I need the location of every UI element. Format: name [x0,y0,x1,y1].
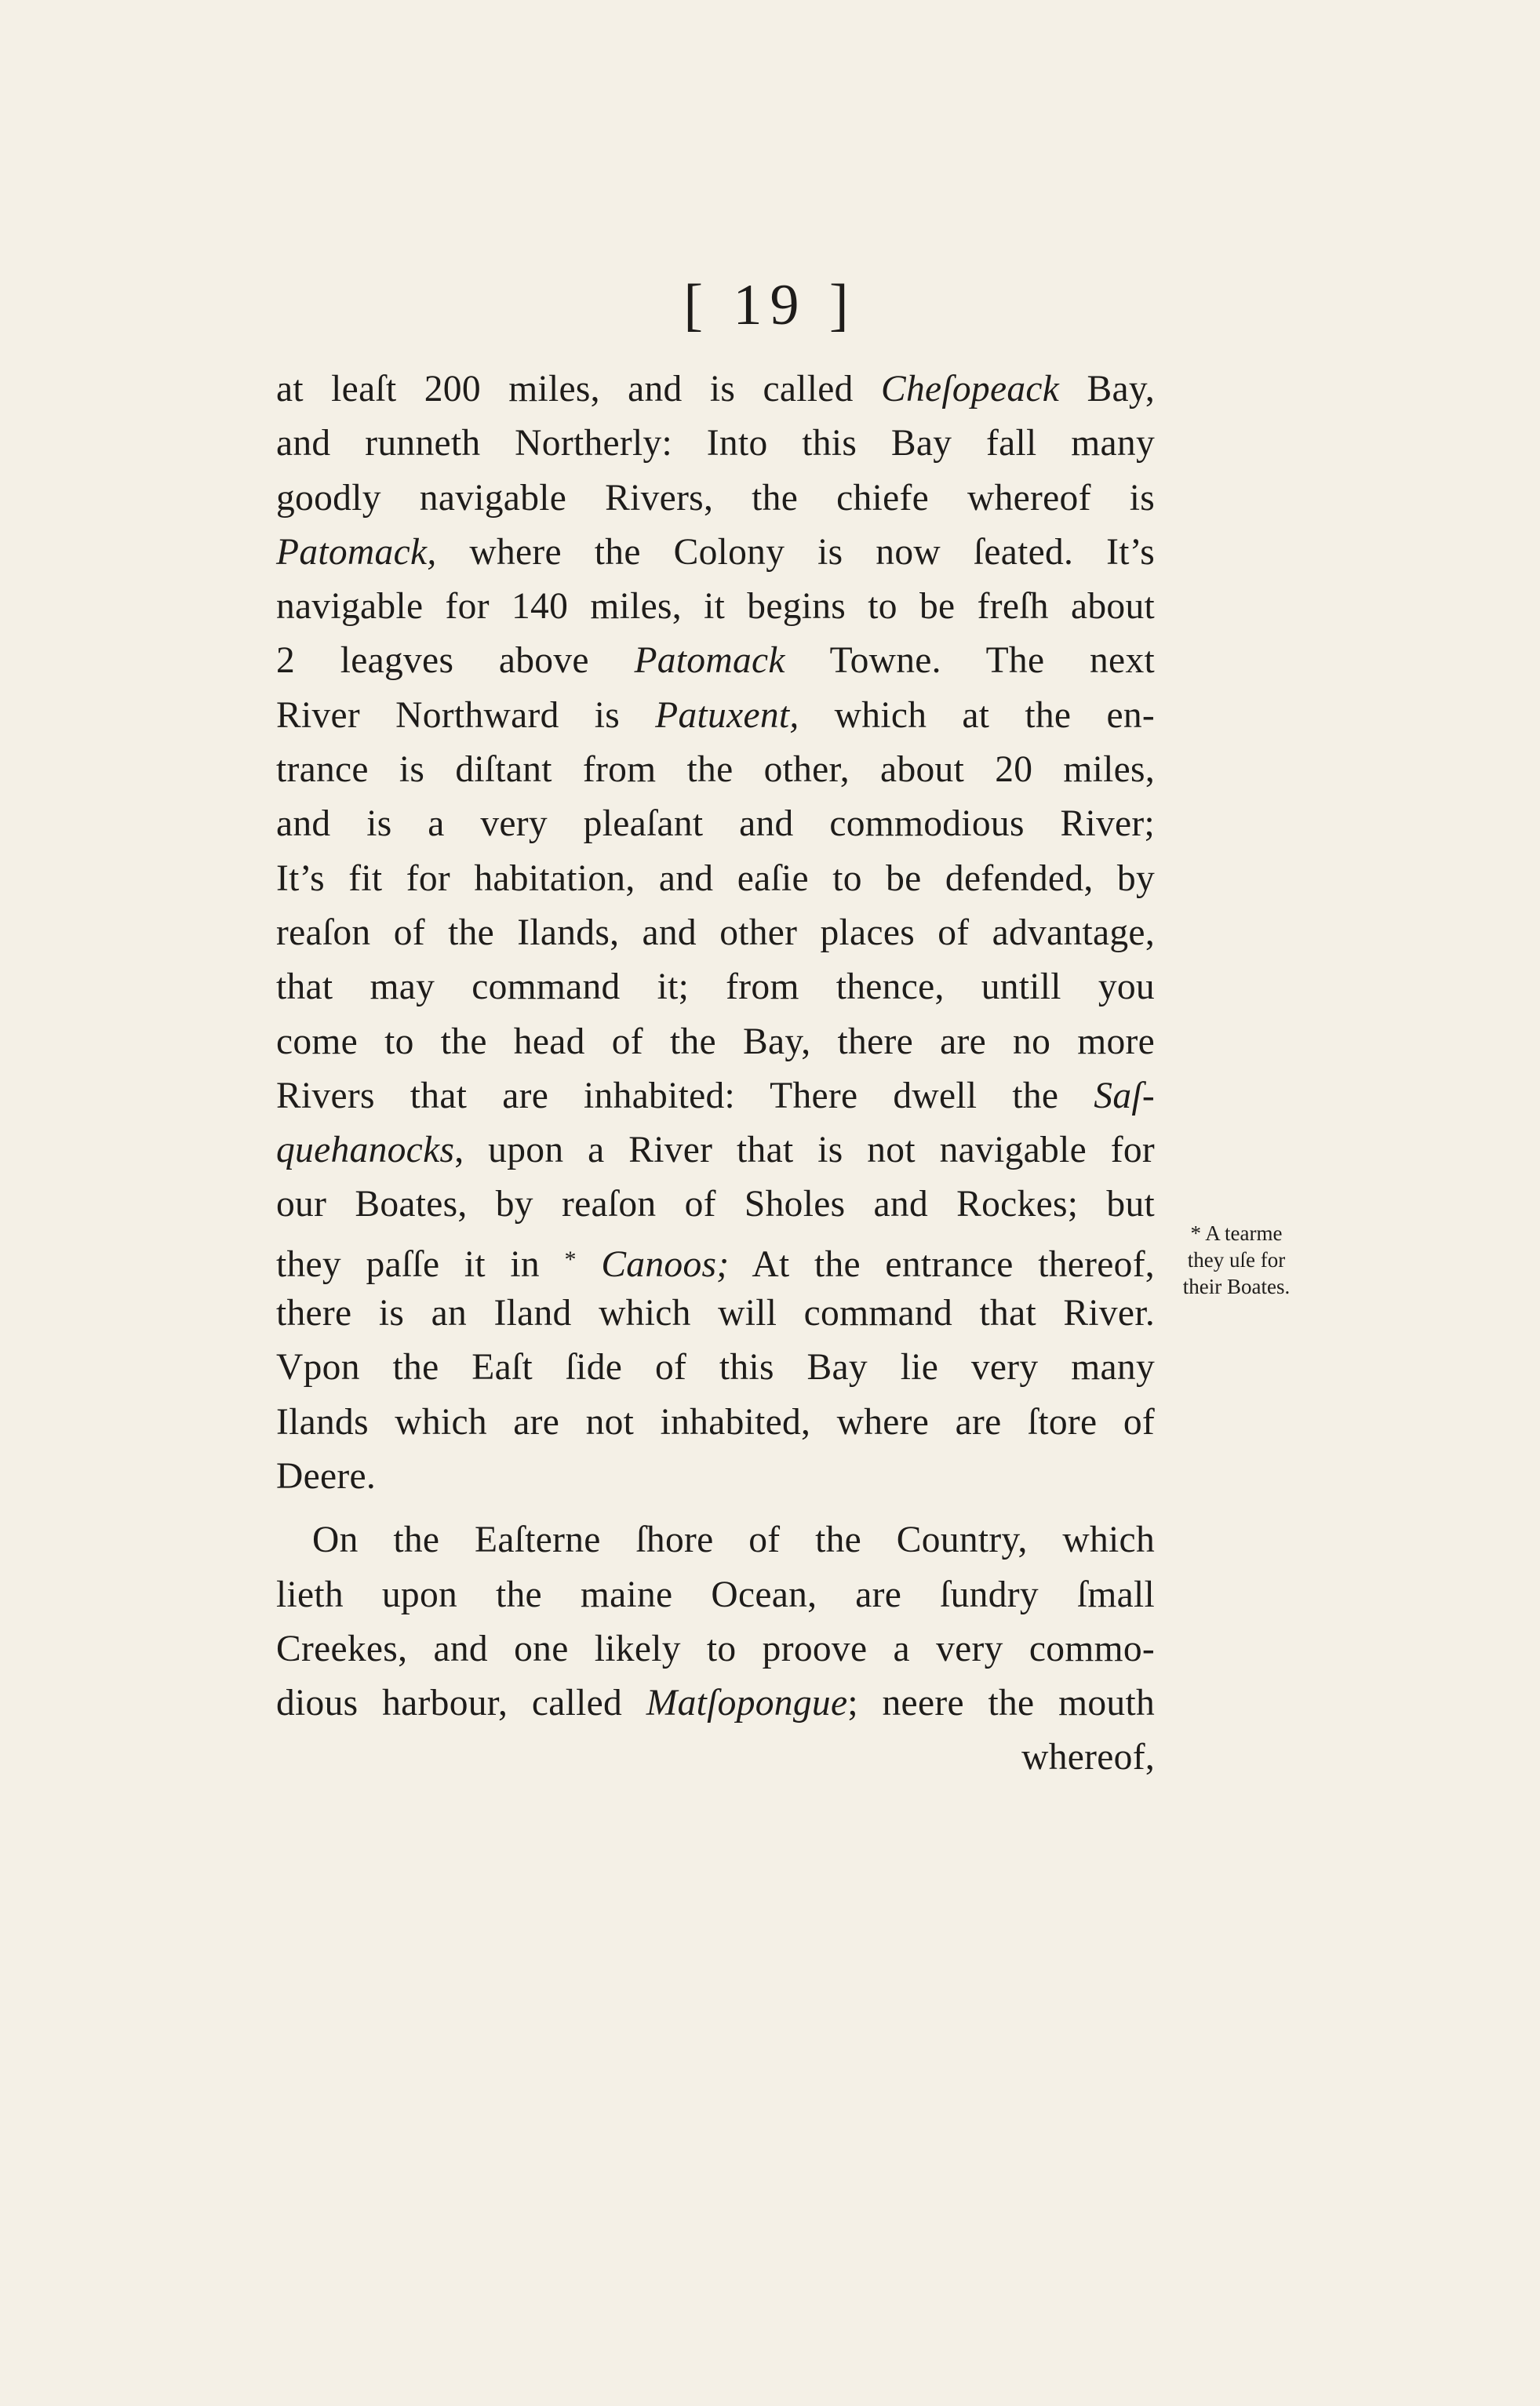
text-line: It’s fit for habitation, and eaſie to be defended, by [276,857,1155,899]
text-line: quehanocks, upon a River that is not navigable for [276,1130,1155,1171]
text-line: our Boates, by reaſon of Sholes and Rockes; but [276,1184,1155,1225]
text-line: lieth upon the maine Ocean, are ſundry ſmall [276,1574,1155,1615]
text-line: reaſon of the Ilands, and other places of advantage, [276,912,1155,953]
text-line: come to the head of the Bay, there are no more [276,1021,1155,1062]
text-line: that may command it; from thence, untill you [276,966,1155,1008]
text-line: dious harbour, called Matſopongue; neere the mouth [276,1683,1155,1724]
place-name: Patomack [634,640,785,682]
term: Canoos; [601,1243,730,1285]
place-name: Patuxent, [655,694,799,736]
page-number: [ 19 ] [683,273,857,337]
text-line: Patomack, where the Colony is now ſeated. It’s [276,531,1155,573]
text-line: Vpon the Eaſt ſide of this Bay lie very many [276,1347,1155,1389]
place-name: Cheſopeack [880,369,1060,409]
text-line: there is an Iland which will command that River. [276,1293,1155,1334]
text-line: On the Eaſterne ſhore of the Country, which [312,1520,1155,1561]
text-line: Creekes, and one likely to proove a very commo- [276,1628,1155,1669]
text-line: trance is diſtant from the other, about 20 miles, [276,749,1155,791]
text-line: Rivers that are inhabited: There dwell the Saſ- [276,1075,1155,1116]
note-marker: * [564,1246,577,1272]
margin-note-line: * A tearme [1190,1221,1283,1245]
text-line: Deere. [276,1455,377,1497]
text-line: at leaſt 200 miles, and is called Cheſopeack Bay, [276,369,1155,409]
text-line: and is a very pleaſant and commodious River; [276,803,1155,845]
text-line: and runneth Northerly: Into this Bay fall many [276,423,1155,464]
people-name: Saſ- [1094,1075,1155,1116]
text-line: goodly navigable Rivers, the chiefe whereof is [276,477,1155,519]
text-line: River Northward is Patuxent, which at the en- [276,694,1155,736]
catchword: whereof, [1021,1737,1155,1778]
place-name: Matſopongue [646,1683,848,1724]
people-name: quehanocks [276,1130,455,1171]
text-line: Ilands which are not inhabited, where are ſtore of [276,1401,1155,1443]
text-line: navigable for 140 miles, it begins to be freſh about [276,586,1155,628]
text-line: 2 leagves above Patomack Towne. The next [276,640,1155,682]
margin-note-line: their Boates. [1182,1275,1291,1298]
body-text [276,362,1155,1785]
place-name: Patomack, [276,531,437,573]
text-line: they paſſe it in * Canoos; At the entrance thereof, [276,1243,1155,1285]
margin-note-line: they uſe for [1187,1248,1286,1272]
margin-note [1158,1220,1315,1300]
